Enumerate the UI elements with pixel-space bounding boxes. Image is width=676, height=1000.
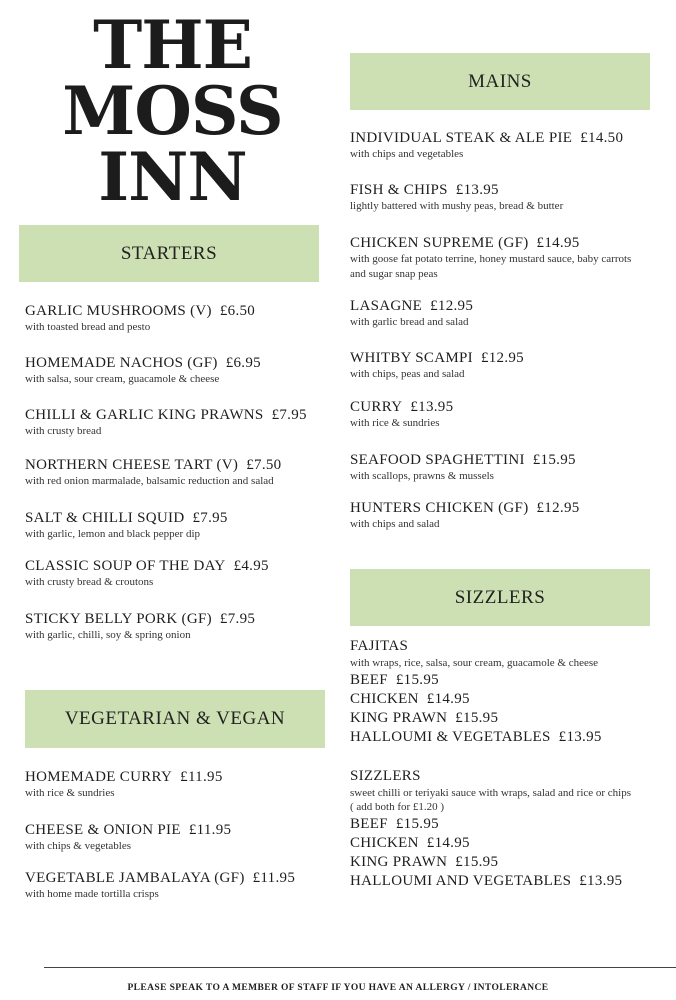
sizzlers-note: ( add both for £1.20 ) xyxy=(350,801,445,813)
fajitas-title: FAJITAS xyxy=(350,638,409,654)
option-price: £15.95 xyxy=(455,854,499,870)
item-description: with scallops, prawns & mussels xyxy=(350,470,494,482)
restaurant-logo xyxy=(60,6,285,216)
item-price: £6.50 xyxy=(219,303,256,319)
item-price: £15.95 xyxy=(532,452,576,468)
item-price: £4.95 xyxy=(233,558,269,574)
sizzlers-option xyxy=(350,816,439,833)
vegetarian-vegan-heading: VEGETARIAN & VEGAN xyxy=(25,690,325,748)
menu-item xyxy=(25,610,255,643)
sizzlers-option xyxy=(350,835,470,852)
item-name: CHICKEN SUPREME (GF) xyxy=(350,235,529,251)
item-description: with red onion marmalade, balsamic reduction and salad xyxy=(25,475,274,487)
item-price: £7.95 xyxy=(271,407,307,423)
fajitas-option xyxy=(350,691,470,708)
sizzlers-description: sweet chilli or teriyaki sauce with wraps, salad and rice or chips xyxy=(350,787,632,799)
item-name: WHITBY SCAMPI xyxy=(350,350,473,366)
item-price: £7.50 xyxy=(246,457,282,473)
item-description: with home made tortilla crisps xyxy=(25,888,159,900)
menu-item xyxy=(25,406,307,439)
item-description: with rice & sundries xyxy=(25,787,115,799)
option-price: £13.95 xyxy=(558,729,602,745)
item-price: £11.95 xyxy=(252,870,296,886)
mains-heading: MAINS xyxy=(350,53,650,110)
item-price: £14.50 xyxy=(580,130,624,146)
item-description: with crusty bread xyxy=(25,425,102,437)
starters-heading: STARTERS xyxy=(19,225,319,282)
item-name: LASAGNE xyxy=(350,298,423,314)
item-price: £13.95 xyxy=(410,399,454,415)
menu-item xyxy=(350,129,623,162)
option-name: BEEF xyxy=(350,816,388,832)
item-price: £11.95 xyxy=(188,822,232,838)
item-name: FISH & CHIPS xyxy=(350,182,448,198)
item-description-continued: and sugar snap peas xyxy=(350,268,438,280)
menu-item xyxy=(350,451,576,484)
item-name: CURRY xyxy=(350,399,403,415)
option-name: KING PRAWN xyxy=(350,710,448,726)
item-name: SEAFOOD SPAGHETTINI xyxy=(350,452,525,468)
item-price: £12.95 xyxy=(536,500,580,516)
fajitas-option xyxy=(350,710,498,727)
item-name: GARLIC MUSHROOMS (V) xyxy=(25,303,212,319)
item-description: with rice & sundries xyxy=(350,417,440,429)
allergy-notice: PLEASE SPEAK TO A MEMBER OF STAFF IF YOU HAVE AN ALLERGY / INTOLERANCE xyxy=(127,983,549,993)
item-price: £14.95 xyxy=(536,235,580,251)
menu-item xyxy=(350,234,631,282)
sizzlers-option xyxy=(350,873,622,890)
option-price: £15.95 xyxy=(395,672,439,688)
logo-line-moss: MOSS xyxy=(62,72,283,150)
option-name: CHICKEN xyxy=(350,835,419,851)
item-name: INDIVIDUAL STEAK & ALE PIE xyxy=(350,130,573,146)
option-name: HALLOUMI & VEGETABLES xyxy=(350,729,551,745)
fajitas-option xyxy=(350,672,439,689)
fajitas-description: with wraps, rice, salsa, sour cream, guacamole & cheese xyxy=(350,657,599,669)
footer-divider xyxy=(44,967,676,968)
option-price: £15.95 xyxy=(395,816,439,832)
menu-item xyxy=(25,768,223,801)
option-name: HALLOUMI AND VEGETABLES xyxy=(350,873,572,889)
logo-line-inn: INN xyxy=(98,138,247,216)
item-description: with toasted bread and pesto xyxy=(25,321,151,333)
item-name: HOMEMADE NACHOS (GF) xyxy=(25,355,218,371)
menu-item xyxy=(350,499,580,532)
menu-item xyxy=(350,398,453,431)
fajitas-option xyxy=(350,729,602,746)
item-price: £6.95 xyxy=(225,355,261,371)
option-price: £14.95 xyxy=(426,835,470,851)
item-description: with garlic, chilli, soy & spring onion xyxy=(25,629,191,641)
sizzlers-heading: SIZZLERS xyxy=(350,569,650,626)
item-description: with garlic bread and salad xyxy=(350,316,469,328)
item-price: £7.95 xyxy=(219,611,256,627)
item-description: with crusty bread & croutons xyxy=(25,576,154,588)
item-description: with chips and salad xyxy=(350,518,440,530)
item-description: lightly battered with mushy peas, bread & butter xyxy=(350,200,564,212)
menu-item xyxy=(25,821,231,854)
item-price: £13.95 xyxy=(455,182,499,198)
item-name: NORTHERN CHEESE TART (V) xyxy=(25,457,239,473)
item-name: CHILLI & GARLIC KING PRAWNS xyxy=(25,407,264,423)
item-description: with chips & vegetables xyxy=(25,840,132,852)
option-name: KING PRAWN xyxy=(350,854,448,870)
option-name: BEEF xyxy=(350,672,388,688)
item-name: CHEESE & ONION PIE xyxy=(25,822,181,838)
menu-item xyxy=(350,181,563,214)
option-price: £14.95 xyxy=(426,691,470,707)
menu-item xyxy=(350,297,473,330)
item-name: STICKY BELLY PORK (GF) xyxy=(25,611,212,627)
option-price: £13.95 xyxy=(579,873,623,889)
menu-item xyxy=(25,302,255,335)
item-description: with garlic, lemon and black pepper dip xyxy=(25,528,201,540)
sizzlers-option xyxy=(350,854,498,871)
menu-item xyxy=(25,557,269,590)
item-price: £11.95 xyxy=(180,769,223,785)
item-description: with chips and vegetables xyxy=(350,148,464,160)
item-price: £12.95 xyxy=(480,350,524,366)
sizzlers-title: SIZZLERS xyxy=(350,768,421,784)
item-description: with salsa, sour cream, guacamole & cheese xyxy=(25,373,220,385)
item-name: SALT & CHILLI SQUID xyxy=(25,510,185,526)
item-name: CLASSIC SOUP OF THE DAY xyxy=(25,558,226,574)
item-price: £12.95 xyxy=(430,298,474,314)
menu-item xyxy=(25,456,281,489)
option-name: CHICKEN xyxy=(350,691,419,707)
menu-item xyxy=(25,869,295,902)
logo-line-the: THE xyxy=(93,6,252,84)
menu-item xyxy=(25,509,228,542)
item-name: HOMEMADE CURRY xyxy=(25,769,173,785)
menu-item xyxy=(350,349,524,382)
item-name: HUNTERS CHICKEN (GF) xyxy=(350,500,529,516)
item-description: with chips, peas and salad xyxy=(350,368,465,380)
item-description: with goose fat potato terrine, honey mustard sauce, baby carrots xyxy=(350,253,632,265)
menu-item xyxy=(25,354,261,387)
option-price: £15.95 xyxy=(455,710,499,726)
item-name: VEGETABLE JAMBALAYA (GF) xyxy=(25,870,245,886)
item-price: £7.95 xyxy=(192,510,228,526)
